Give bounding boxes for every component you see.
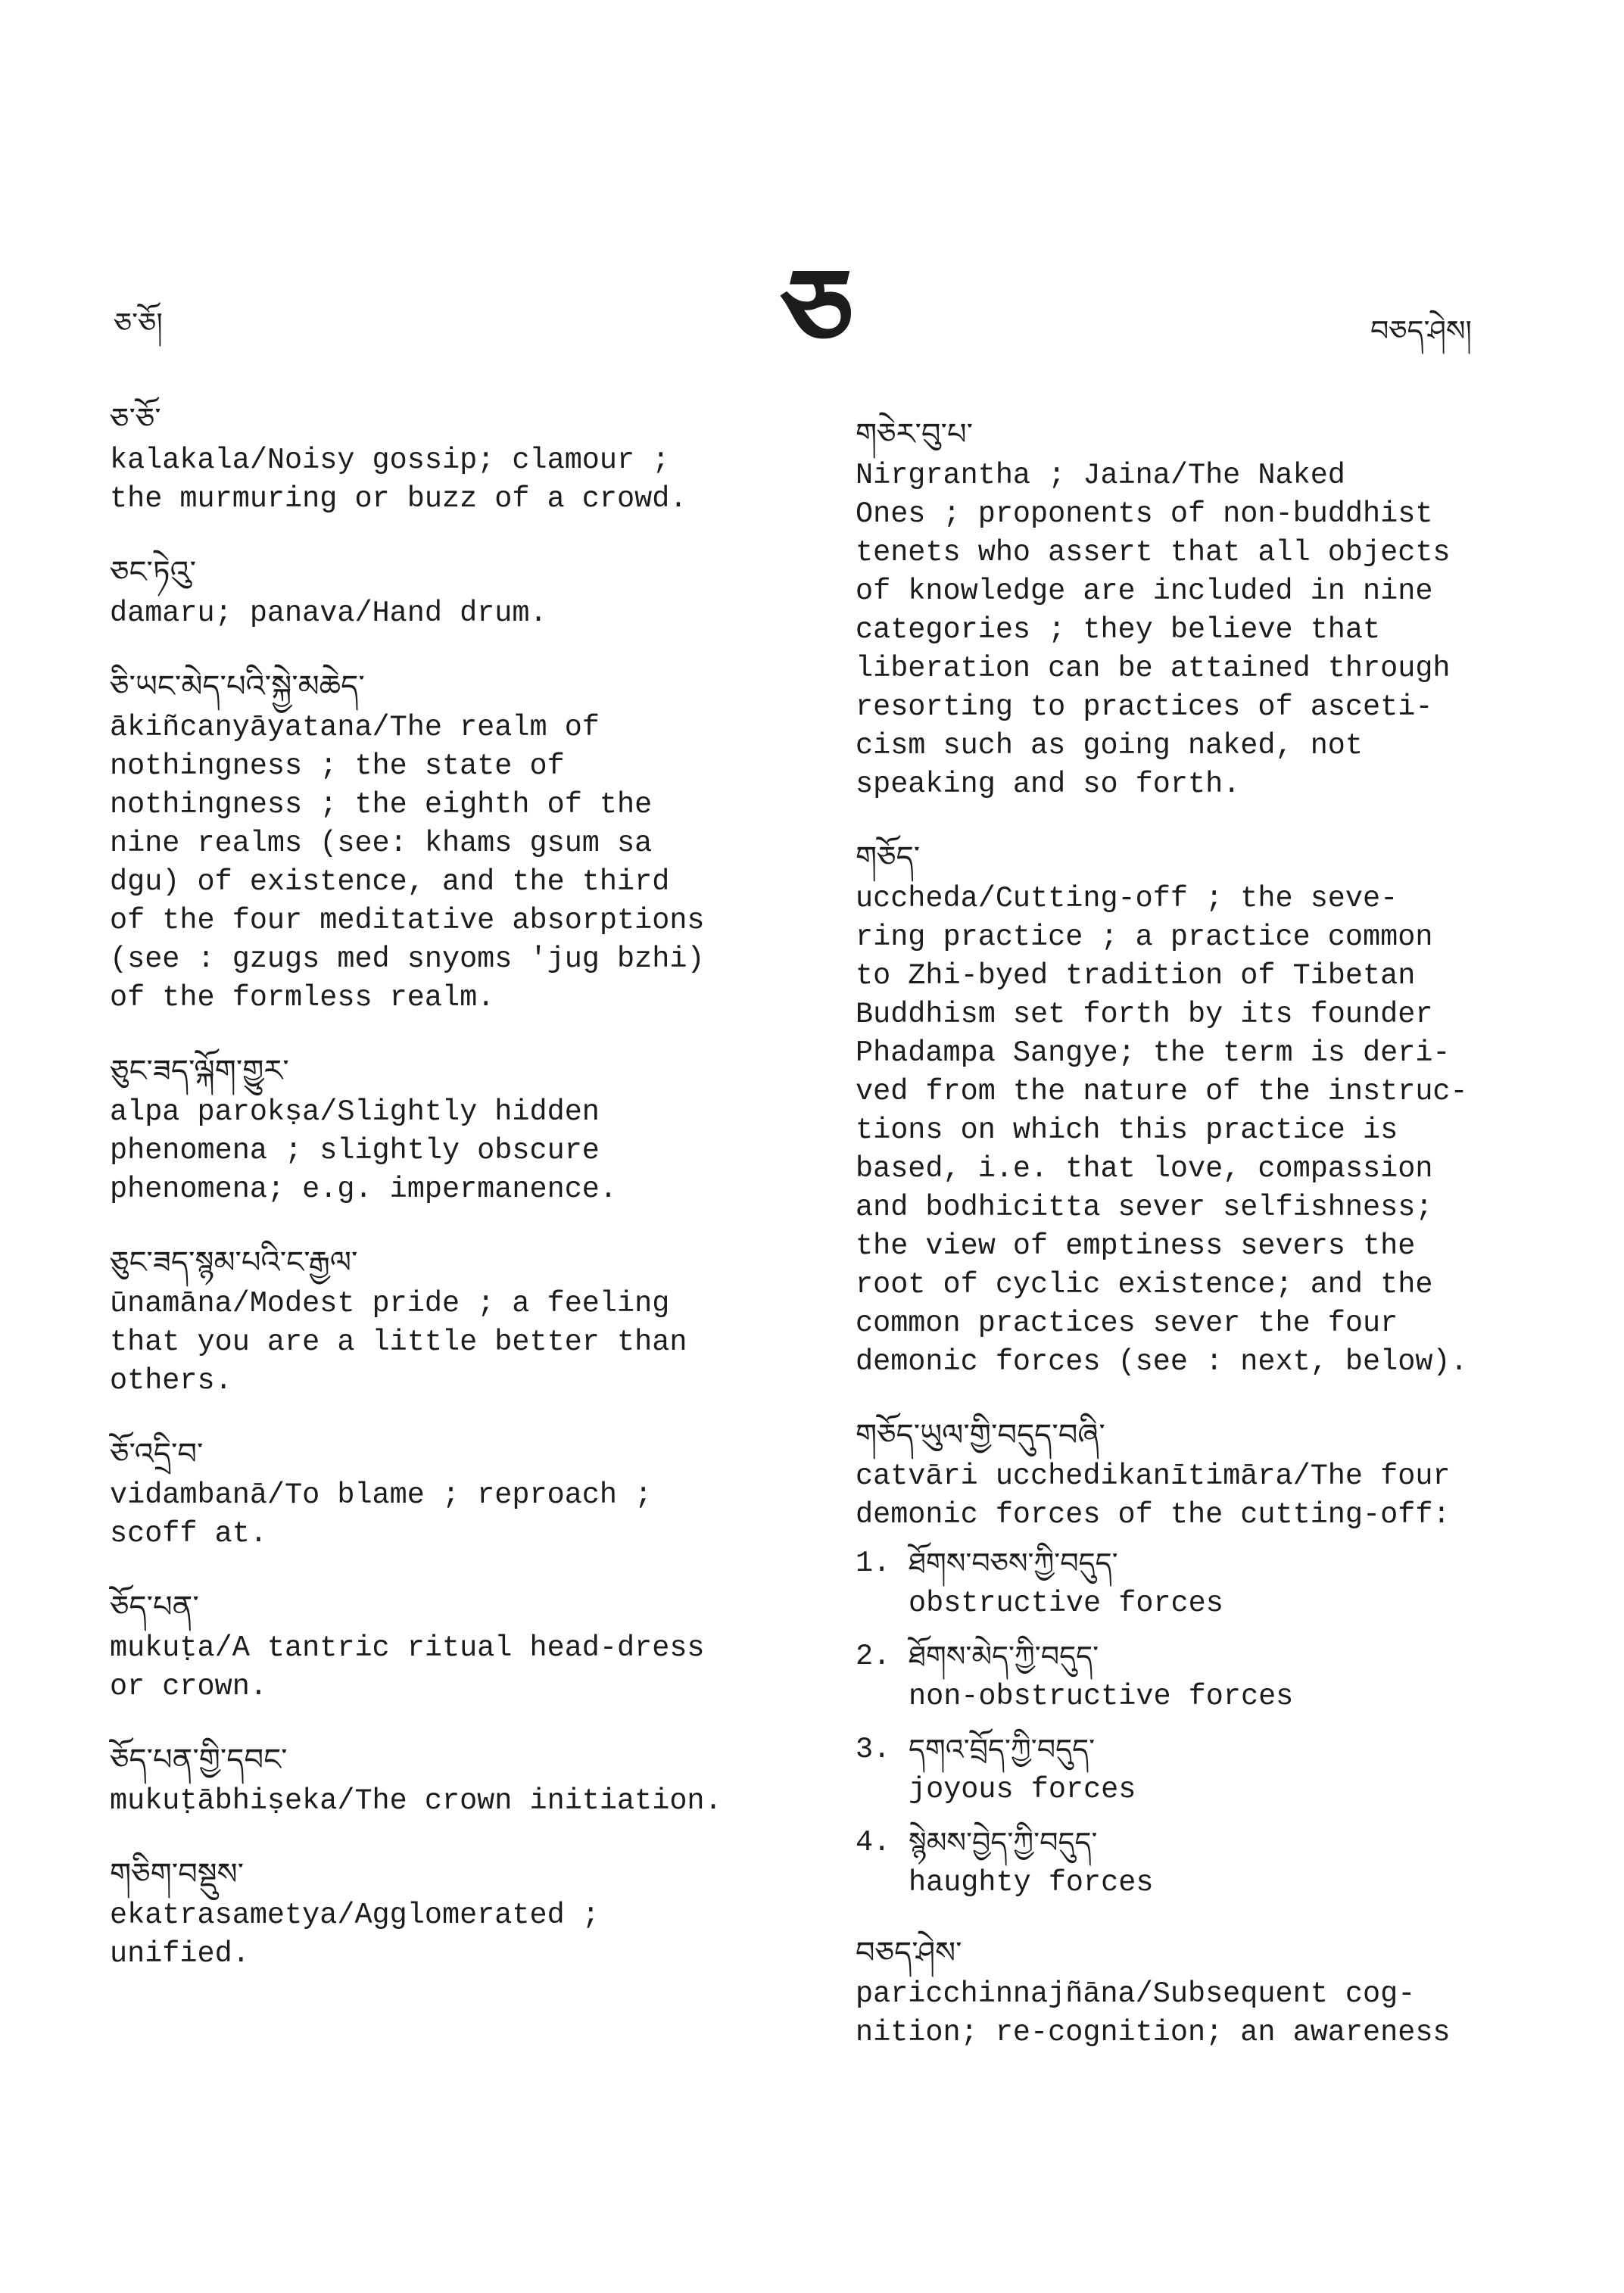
entry — [110, 1241, 791, 1400]
list-item — [856, 1635, 1552, 1716]
entry-definition: Nirgrantha ; Jaina/The Naked Ones ; proponents of non-buddhist tenets who assert that all objects of knowledge are included in nine categories ; they believe that liberation can be attained through resorting to practices of asceti- cism such as going naked, not speaking and so forth. — [856, 459, 1451, 801]
entry — [110, 1049, 791, 1209]
list-tibetan: ཐོགས་མེད་ཀྱི་བདུད་ — [909, 1640, 1099, 1673]
entry-headword: གཅེར་བུ་པ་ — [856, 417, 973, 452]
entry-definition: paricchinnajñāna/Subsequent cog- nition; re-cognition; an awareness — [856, 1977, 1451, 2049]
left-column — [110, 397, 791, 2005]
entry-headword: ཅོད་པན་གྱི་དབང་ — [110, 1743, 288, 1777]
entry — [110, 1852, 791, 1974]
entry — [856, 836, 1552, 1382]
list-number: 4. — [856, 1826, 891, 1859]
entry — [856, 1413, 1552, 1534]
list-item — [856, 1542, 1552, 1623]
running-header-right: བཅད་ཤེས། — [1370, 314, 1472, 347]
list-number: 1. — [856, 1547, 891, 1580]
entry-headword: གཅིག་བསྡུས་ — [110, 1857, 244, 1892]
entry-definition: mukuṭābhiṣeka/The crown initiation. — [110, 1784, 722, 1818]
entry-headword: ཅང་ཏེའུ་ — [110, 555, 197, 590]
entry-headword: བཅད་ཤེས་ — [856, 1936, 962, 1971]
entry-headword: གཅོད་ — [856, 840, 921, 875]
entry-headword: ཅ་ཅོ་ — [110, 402, 161, 437]
list-tibetan: དགའ་བྲོད་ཀྱི་བདུད་ — [909, 1733, 1096, 1766]
entry — [110, 665, 791, 1017]
list-tibetan: སྙེམས་བྱེད་ཀྱི་བདུད་ — [909, 1826, 1098, 1859]
entry — [110, 1738, 791, 1821]
entry-headword: ཅུང་ཟད་སྙམ་པའི་ང་རྒྱལ་ — [110, 1245, 358, 1280]
list-english: obstructive forces — [909, 1587, 1223, 1620]
list-item — [856, 1821, 1552, 1902]
list-item — [856, 1728, 1552, 1809]
entry-definition: kalakala/Noisy gossip; clamour ; the murmuring or buzz of a crowd. — [110, 444, 687, 516]
entry-definition: vidambanā/To blame ; reproach ; scoff at. — [110, 1478, 653, 1550]
list-english: haughty forces — [909, 1866, 1154, 1899]
entry — [110, 550, 791, 633]
entry-definition: ākiñcanyāyatana/The realm of nothingness ; the state of nothingness ; the eighth of the nine realms (see: khams gsum sa dgu) of existence, and the third of the four meditative absorptions (see : gzugs med snyoms 'jug bzhi) of the formless realm. — [110, 711, 705, 1014]
entry-headword: ཅུང་ཟད་ལྐོག་གྱུར་ — [110, 1054, 289, 1089]
entry-headword: ཅོ་འདྲི་བ་ — [110, 1437, 204, 1472]
list-english: joyous forces — [909, 1773, 1136, 1806]
list-number: 3. — [856, 1733, 891, 1766]
entry — [110, 397, 791, 519]
right-column — [856, 413, 1552, 2084]
entry-headword: གཅོད་ཡུལ་གྱི་བདུད་བཞི་ — [856, 1418, 1105, 1453]
entry — [110, 1585, 791, 1706]
entry — [856, 1931, 1552, 2052]
entry — [856, 413, 1552, 804]
entry-headword: ཅི་ཡང་མེད་པའི་སྐྱེ་མཆེད་ — [110, 669, 365, 704]
entry-definition: damaru; panava/Hand drum. — [110, 597, 547, 630]
list-number: 2. — [856, 1640, 891, 1673]
entry-definition: mukuṭa/A tantric ritual head-dress or crown. — [110, 1631, 705, 1703]
list-english: non-obstructive forces — [909, 1680, 1294, 1713]
entry — [110, 1432, 791, 1553]
section-letter: ཅ — [781, 244, 854, 377]
running-header-left: ཅ་ཅོ། — [114, 307, 163, 340]
entry-definition: alpa parokṣa/Slightly hidden phenomena ; slightly obscure phenomena; e.g. impermanence. — [110, 1095, 618, 1206]
entry-definition: ekatrasametya/Agglomerated ; unified. — [110, 1899, 600, 1971]
entry-definition: ūnamāna/Modest pride ; a feeling that you are a little better than others. — [110, 1287, 687, 1397]
list-tibetan: ཐོགས་བཅས་ཀྱི་བདུད་ — [909, 1547, 1118, 1580]
entry-headword: ཅོད་པན་ — [110, 1590, 199, 1625]
four-forces-list — [856, 1542, 1552, 1902]
entry-definition: uccheda/Cutting-off ; the seve- ring practice ; a practice common to Zhi-byed tradition of Tibetan Buddhism set forth by its founder Phadampa Sangye; the term is deri- ved from the nature of the instruc- tions on which this practice is based, i.e. that love, compassion and bodhicitta sever selfishness; the view of emptiness severs the root of cyclic existence; and the common practices sever the four demonic forces (see : next, below). — [856, 882, 1468, 1379]
entry-definition: catvāri ucchedikanītimāra/The four demonic forces of the cutting-off: — [856, 1460, 1451, 1531]
